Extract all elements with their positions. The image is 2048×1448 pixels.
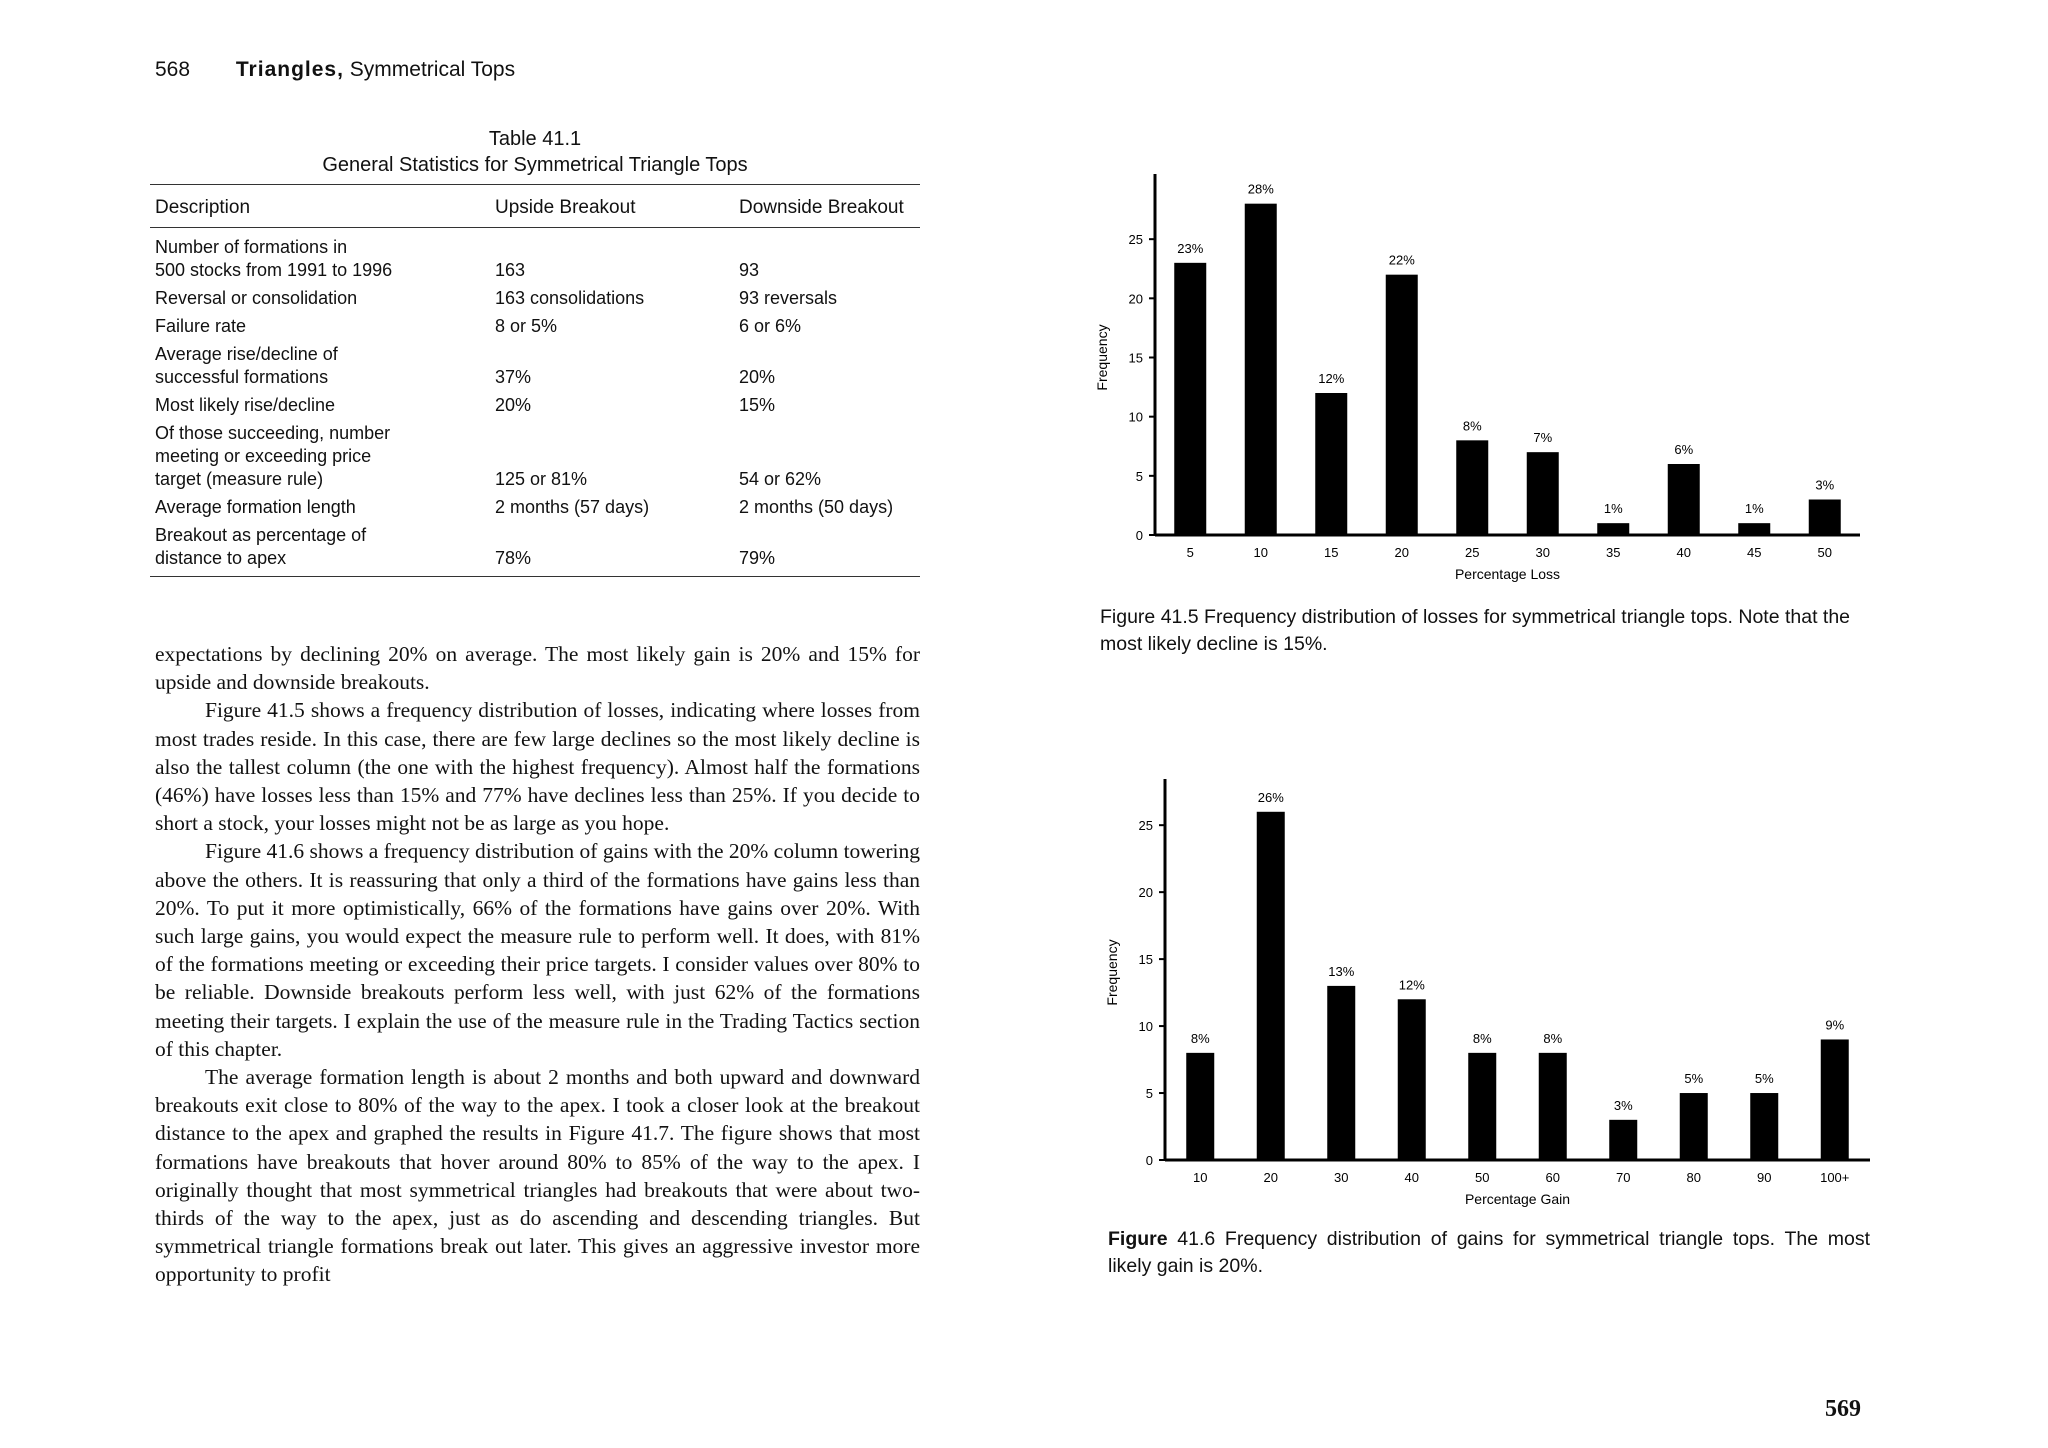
bar-value-label: 9% [1825, 1017, 1845, 1033]
x-tick-label: 45 [1747, 545, 1762, 560]
x-tick-label: 30 [1535, 545, 1550, 560]
bar-value-label: 3% [1815, 477, 1835, 493]
bar [1527, 452, 1559, 535]
bar [1327, 986, 1355, 1160]
page-number-right: 569 [1825, 1396, 1861, 1422]
cell-description: Failure rate [155, 316, 247, 336]
table-row [150, 419, 920, 493]
table-row [150, 228, 920, 285]
x-tick-label: 30 [1334, 1170, 1349, 1185]
x-tick-label: 25 [1465, 545, 1480, 560]
cell-description: Number of formations in 500 stocks from 1991 to 1996 [155, 237, 393, 280]
bar [1456, 440, 1488, 535]
table-row [150, 391, 920, 419]
cell-downside: 93 [739, 260, 760, 280]
bar-value-label: 8% [1190, 1030, 1210, 1046]
y-tick-label: 25 [1128, 232, 1143, 248]
x-tick-label: 10 [1193, 1170, 1208, 1185]
x-tick-label: 20 [1263, 1170, 1278, 1185]
cell-upside: 2 months (57 days) [495, 497, 650, 517]
table-caption [150, 126, 920, 178]
cell-description: Of those succeeding, number meeting or exceeding price target (measure rule) [155, 423, 391, 489]
x-tick-label: 10 [1253, 545, 1268, 560]
x-tick-label: 40 [1676, 545, 1691, 560]
figure-41-5-chart [1085, 100, 1885, 590]
stats-table [150, 184, 920, 577]
bar-value-label: 1% [1603, 501, 1623, 517]
table-title: General Statistics for Symmetrical Triangle Tops [322, 154, 748, 176]
bar-value-label: 28% [1247, 181, 1274, 197]
x-tick-label: 90 [1757, 1170, 1772, 1185]
x-tick-label: 20 [1394, 545, 1409, 560]
header-upside: Upside Breakout [490, 185, 734, 228]
table-row [150, 493, 920, 521]
figure-41-6-chart [1095, 740, 1885, 1210]
cell-upside: 163 [495, 260, 526, 280]
table-row [150, 521, 920, 577]
bar-value-label: 8% [1472, 1030, 1492, 1046]
y-tick-label: 15 [1128, 350, 1143, 366]
figure-41-6-caption-text: 41.6 Frequency distribution of gains for symmetrical triangle tops. The most likely gain is 20%. [1108, 1228, 1870, 1277]
bar [1738, 523, 1770, 535]
bar-value-label: 6% [1674, 442, 1694, 457]
bar-value-label: 5% [1684, 1071, 1704, 1087]
y-tick-label: 0 [1145, 1153, 1153, 1168]
body-text [155, 640, 920, 1289]
table-label: Table 41.1 [488, 128, 582, 150]
x-tick-label: 60 [1545, 1170, 1560, 1185]
y-tick-label: 15 [1138, 952, 1153, 968]
table-row [150, 284, 920, 312]
x-tick-label: 15 [1324, 545, 1339, 560]
bar-value-label: 1% [1744, 501, 1764, 517]
left-page [150, 0, 920, 1448]
figure-41-6-caption-label: Figure [1108, 1228, 1168, 1250]
x-axis-label: Percentage Gain [1464, 1191, 1571, 1207]
bar-value-label: 8% [1543, 1030, 1563, 1046]
paragraph: expectations by declining 20% on average. The most likely gain is 20% and 15% for upside and downside breakouts. [155, 642, 920, 695]
bar-value-label: 22% [1388, 252, 1415, 268]
x-tick-label: 50 [1817, 545, 1832, 560]
cell-downside: 79% [734, 521, 920, 577]
y-axis-label: Frequency [1094, 324, 1110, 391]
bar-value-label: 5% [1754, 1071, 1774, 1087]
bar-value-label: 12% [1318, 371, 1345, 386]
paragraph: Figure 41.6 shows a frequency distribution of gains with the 20% column towering above the others. It is reassuring that only a third of the formations have gains less than 20%. To put it more optimistically, 66% of the formations have gains over 20%. With such large gains, you would expect the measure rule to perform well. It does, with 81% of the formations meeting or exceeding their price targets. I consider values over 80% to be reliable. Downside breakouts perform less well, with just 62% of the formations meeting their targets. I explain the use of the measure rule in the Trading Tactics section of this chapter. [155, 839, 920, 1061]
bar [1315, 393, 1347, 535]
y-tick-label: 0 [1135, 528, 1143, 543]
page-number-left: 568 [155, 58, 191, 81]
bar [1668, 464, 1700, 535]
y-tick-label: 10 [1138, 1019, 1153, 1035]
x-tick-label: 100+ [1820, 1170, 1850, 1185]
cell-upside: 37% [495, 367, 532, 387]
cell-downside: 2 months (50 days) [739, 497, 894, 517]
table-row [150, 312, 920, 340]
bar [1597, 523, 1629, 535]
chapter-name: Triangles, [235, 58, 344, 81]
bar [1386, 275, 1418, 535]
bar [1750, 1093, 1778, 1160]
table-row [150, 340, 920, 391]
x-tick-label: 5 [1186, 545, 1194, 560]
x-tick-label: 35 [1606, 545, 1621, 560]
cell-description: Breakout as percentage of distance to apex [150, 521, 490, 577]
figure-41-6-caption [1108, 1226, 1870, 1280]
cell-downside: 6 or 6% [739, 316, 802, 336]
table-header-row [150, 185, 920, 228]
cell-upside: 163 consolidations [495, 288, 645, 308]
cell-description: Average rise/decline of successful formations [155, 344, 338, 387]
cell-description: Reversal or consolidation [155, 288, 358, 308]
x-tick-label: 80 [1686, 1170, 1701, 1185]
bar [1609, 1120, 1637, 1160]
bar-value-label: 3% [1613, 1097, 1633, 1113]
bar-value-label: 7% [1533, 430, 1553, 446]
bar-value-label: 8% [1462, 418, 1482, 434]
stats-table-block [150, 126, 920, 577]
cell-description: Average formation length [155, 497, 356, 517]
y-tick-label: 5 [1145, 1086, 1153, 1102]
bar [1539, 1053, 1567, 1160]
bar [1186, 1053, 1214, 1160]
y-axis-label: Frequency [1104, 939, 1120, 1006]
bar [1821, 1039, 1849, 1160]
cell-downside: 93 reversals [739, 288, 838, 308]
x-tick-label: 70 [1616, 1170, 1631, 1185]
y-tick-label: 5 [1135, 468, 1143, 484]
cell-upside: 125 or 81% [495, 469, 588, 489]
bar [1809, 500, 1841, 536]
x-tick-label: 40 [1404, 1170, 1419, 1185]
paragraph: The average formation length is about 2 months and both upward and downward breakouts exit close to 80% of the way to the apex. I took a closer look at the breakout distance to the apex and graphed the results in Figure 41.7. The figure shows that most formations have breakouts that hover around 80% to 85% of the way to the apex. I originally thought that most symmetrical triangles had breakouts that were about two-thirds of the way to the apex, just as do ascending and descending triangles. But symmetrical triangle formations break out later. This gives an aggressive investor more opportunity to profit [155, 1065, 920, 1287]
cell-upside: 8 or 5% [495, 316, 558, 336]
running-title: Symmetrical Tops [349, 58, 516, 81]
bar-value-label: 26% [1257, 789, 1284, 805]
cell-upside: 78% [490, 521, 734, 577]
y-tick-label: 10 [1128, 409, 1143, 425]
y-tick-label: 20 [1128, 291, 1143, 307]
x-tick-label: 50 [1475, 1170, 1490, 1185]
header-downside: Downside Breakout [734, 185, 920, 228]
bar [1174, 263, 1206, 535]
bar [1398, 999, 1426, 1160]
y-tick-label: 20 [1138, 885, 1153, 901]
bar [1468, 1053, 1496, 1160]
x-axis-label: Percentage Loss [1454, 566, 1561, 582]
bar [1680, 1093, 1708, 1160]
bar-value-label: 23% [1177, 240, 1204, 256]
cell-downside: 15% [739, 395, 776, 415]
y-tick-label: 25 [1138, 818, 1153, 834]
cell-downside: 54 or 62% [739, 469, 822, 489]
cell-upside: 20% [495, 395, 532, 415]
cell-description: Most likely rise/decline [155, 395, 336, 415]
bar [1245, 204, 1277, 535]
figure-41-5-caption: Figure 41.5 Frequency distribution of losses for symmetrical triangle tops. Note that the most likely decline is 15%. [1100, 606, 1851, 655]
bar-value-label: 12% [1398, 977, 1425, 993]
table-body [150, 228, 920, 577]
paragraph: Figure 41.5 shows a frequency distribution of losses, indicating where losses from most trades reside. In this case, there are few large declines so the most likely decline is also the tallest column (the one with the highest frequency). Almost half the formations (46%) have losses less than 15% and 77% have declines less than 25%. If you decide to short a stock, your losses might not be as large as you hope. [155, 698, 920, 836]
header-description: Description [150, 185, 490, 228]
bar-value-label: 13% [1328, 963, 1355, 979]
bar [1257, 812, 1285, 1160]
running-header [155, 58, 515, 82]
cell-downside: 20% [739, 367, 776, 387]
